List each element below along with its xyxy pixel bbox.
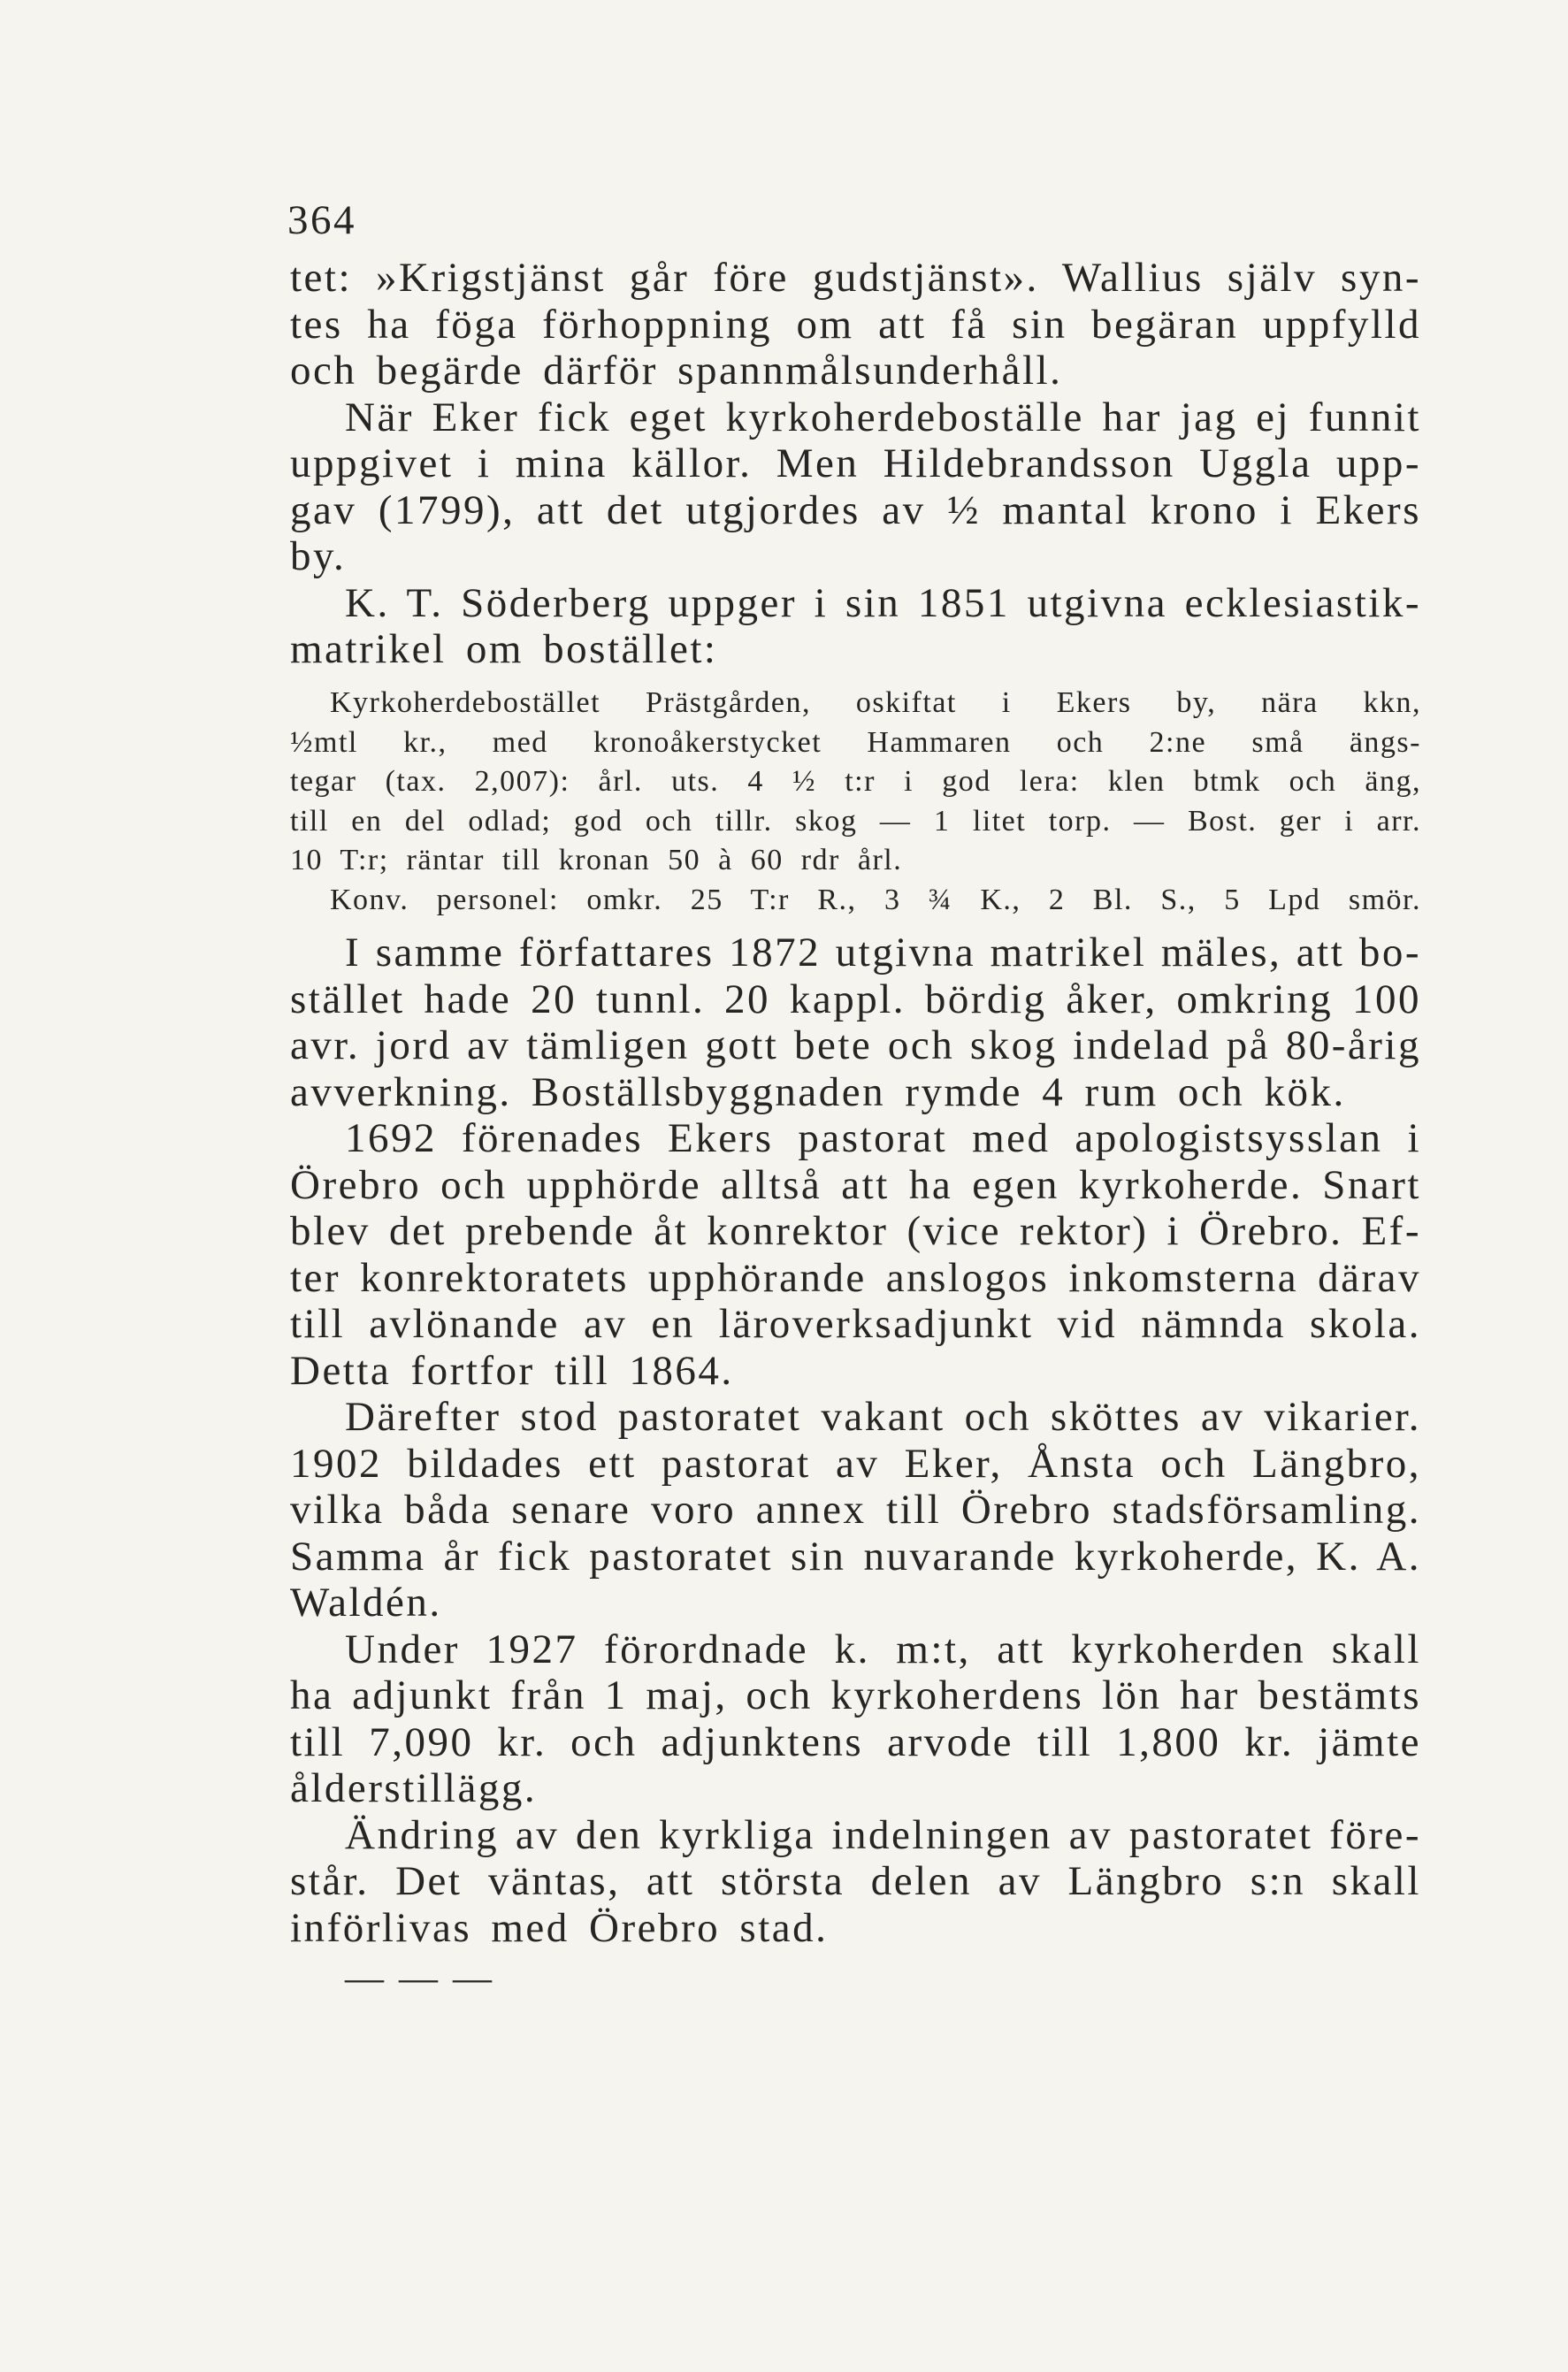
text-line: ter konrektoratets upphörande anslogos inkomsterna därav — [290, 1254, 1421, 1301]
text-line: till avlönande av en läroverksadjunkt vid nämnda skola. — [290, 1301, 1421, 1347]
text-line: 1692 förenades Ekers pastorat med apologistsysslan i — [345, 1115, 1421, 1161]
text-line: tet: »Krigstjänst går före gudstjänst». Wallius själv syn- — [290, 255, 1421, 301]
paragraph — [290, 1394, 1421, 1626]
text-line: Under 1927 förordnade k. m:t, att kyrkoherden skall — [345, 1626, 1421, 1672]
excerpt-line: 10 T:r; räntar till kronan 50 à 60 rdr årl. — [290, 844, 903, 876]
text-line: K. T. Söderberg uppger i sin 1851 utgivna ecklesiastik- — [345, 579, 1421, 626]
text-line: till 7,090 kr. och adjunktens arvode till 1,800 kr. jämte — [290, 1718, 1421, 1765]
body-text-lower — [290, 930, 1421, 1951]
excerpt-line: till en del odlad; god och tillr. skog — 1 litet torp. — Bost. ger i arr. — [290, 804, 1421, 838]
text-line: ålderstillägg. — [290, 1765, 538, 1811]
paragraph — [290, 394, 1421, 580]
text-line: står. Det väntas, att största delen av Längbro s:n skall — [290, 1858, 1421, 1904]
text-line: Samma år fick pastoratet sin nuvarande kyrkoherde, K. A. — [290, 1533, 1421, 1580]
section-separator: — — — — [345, 1956, 492, 2000]
paragraph — [290, 1626, 1421, 1812]
quoted-excerpt — [290, 684, 1421, 920]
page-number: 364 — [287, 197, 356, 243]
text-line: I samme författares 1872 utgivna matrikel mäles, att bo- — [345, 930, 1421, 976]
text-line: stället hade 20 tunnl. 20 kappl. bördig åker, omkring 100 — [290, 976, 1421, 1022]
body-text-upper — [290, 255, 1421, 673]
text-line: Därefter stod pastoratet vakant och sköttes av vikarier. — [345, 1394, 1421, 1440]
excerpt-paragraph — [290, 881, 1421, 921]
paragraph — [290, 580, 1421, 673]
text-line: avr. jord av tämligen gott bete och skog indelad på 80-årig — [290, 1022, 1421, 1068]
text-line: Örebro och upphörde alltså att ha egen kyrkoherde. Snart — [290, 1161, 1421, 1208]
excerpt-line: Konv. personel: omkr. 25 T:r R., 3 ¾ K., 2 Bl. S., 5 Lpd smör. — [330, 883, 1421, 916]
text-line: Ändring av den kyrkliga indelningen av pastoratet före- — [345, 1811, 1421, 1858]
text-line: ha adjunkt från 1 maj, och kyrkoherdens lön har bestämts — [290, 1672, 1421, 1718]
paragraph — [290, 1812, 1421, 1952]
excerpt-paragraph — [290, 684, 1421, 881]
text-line: by. — [290, 533, 347, 579]
text-line: När Eker fick eget kyrkoherdeboställe har jag ej funnit — [345, 394, 1421, 440]
text-line: matrikel om bostället: — [290, 626, 718, 672]
text-line: gav (1799), att det utgjordes av ½ mantal krono i Ekers — [290, 486, 1421, 533]
paragraph — [290, 255, 1421, 394]
text-line: 1902 bildades ett pastorat av Eker, Ånsta och Längbro, — [290, 1440, 1421, 1487]
text-line: uppgivet i mina källor. Men Hildebrandsson Uggla upp- — [290, 440, 1421, 486]
text-line: och begärde därför spannmålsunderhåll. — [290, 348, 1063, 394]
text-line: tes ha föga förhoppning om att få sin begäran uppfylld — [290, 301, 1421, 348]
excerpt-line: tegar (tax. 2,007): årl. uts. 4 ½ t:r i god lera: klen btmk och äng, — [290, 765, 1421, 798]
excerpt-line: Kyrkoherdebostället Prästgården, oskiftat i Ekers by, nära kkn, — [330, 686, 1421, 719]
paragraph — [290, 1115, 1421, 1394]
excerpt-line: ½mtl kr., med kronoåkerstycket Hammaren och 2:ne små ängs- — [290, 725, 1421, 759]
text-line: införlivas med Örebro stad. — [290, 1904, 829, 1951]
text-line: blev det prebende åt konrektor (vice rektor) i Örebro. Ef- — [290, 1208, 1421, 1254]
text-line: vilka båda senare voro annex till Örebro stadsförsamling. — [290, 1487, 1421, 1533]
text-line: Detta fortfor till 1864. — [290, 1347, 734, 1394]
text-line: avverkning. Boställsbyggnaden rymde 4 rum och kök. — [290, 1068, 1346, 1115]
text-line: Waldén. — [290, 1580, 442, 1626]
paragraph — [290, 930, 1421, 1115]
